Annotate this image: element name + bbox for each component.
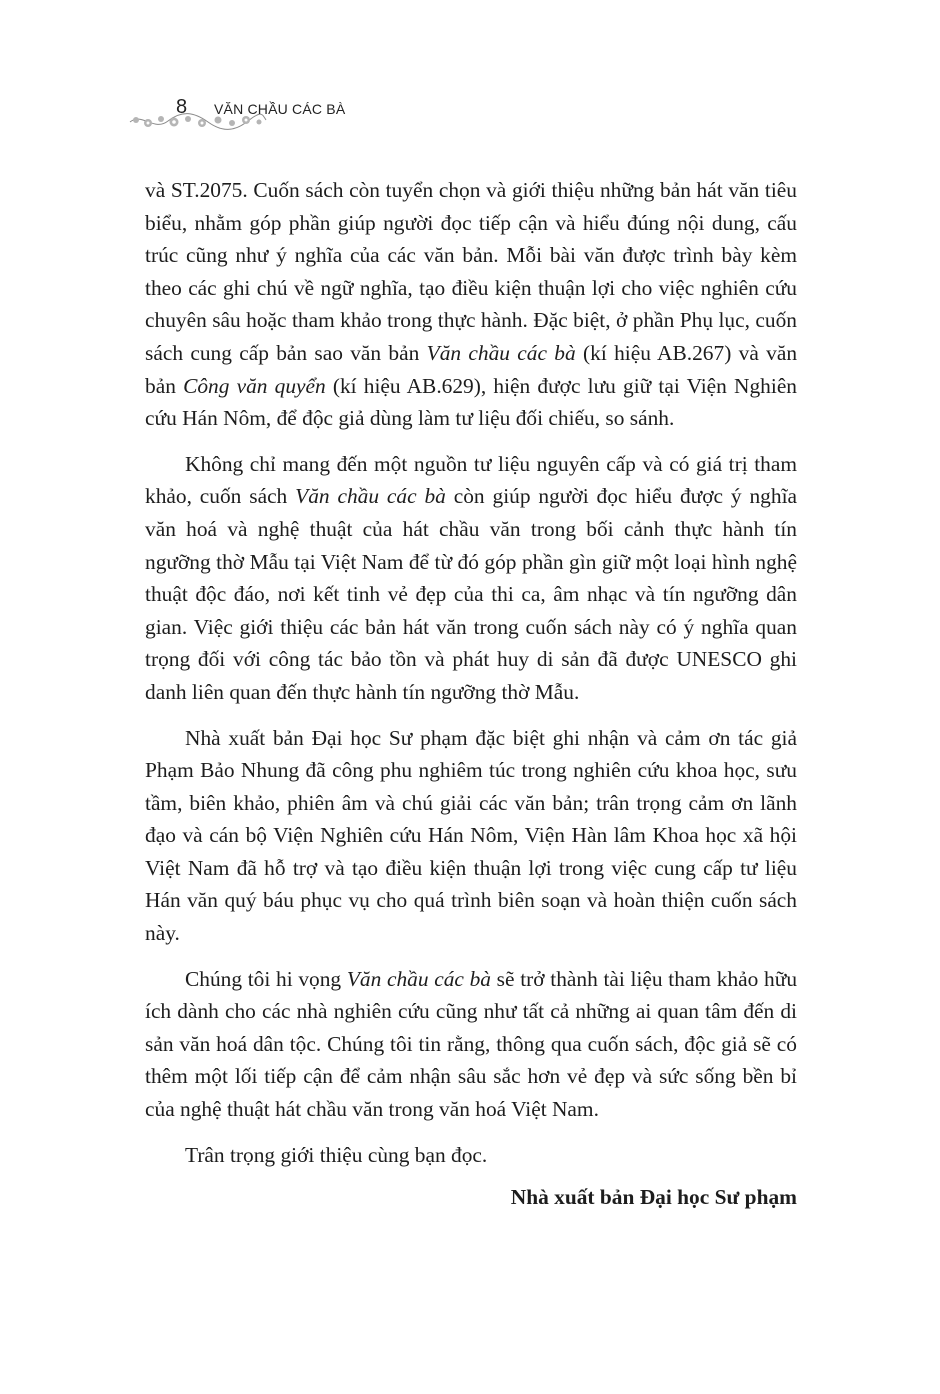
page-number: 8 xyxy=(176,96,188,118)
book-title-italic: Văn chầu các bà xyxy=(346,966,491,991)
running-title: VĂN CHẦU CÁC BÀ xyxy=(214,101,346,117)
text-span: (kí hiệu AB.267) và văn bản xyxy=(145,340,798,398)
text-span: và ST.2075. Cuốn sách còn tuyển chọn và giới thiệu những bản hát văn tiêu biểu, nhằm góp phần giúp người đọc tiếp cận và hiểu đúng nội dung, cấu trúc cũng như ý nghĩa của các văn bản. Mỗi bài văn được trình bày kèm theo các ghi chú về ngữ nghĩa, tạo điều kiện thuận lợi cho việc nghiên cứu chuyên sâu hoặc tham khảo trong thực hành. Đặc biệt, ở phần Phụ lục, cuốn sách cung cấp bản sao văn bản xyxy=(145,178,797,365)
paragraph-4 xyxy=(145,963,797,1126)
paragraph-5: Trân trọng giới thiệu cùng bạn đọc. xyxy=(185,1142,488,1167)
running-header xyxy=(128,96,408,136)
text-span: (kí hiệu AB.629), hiện được lưu giữ tại Viện Nghiên cứu Hán Nôm, để độc giả dùng làm tư liệu đối chiếu, so sánh. xyxy=(145,373,798,431)
paragraph-3: Nhà xuất bản Đại học Sư phạm đặc biệt ghi nhận và cảm ơn tác giả Phạm Bảo Nhung đã công phu nghiêm túc trong nghiên cứu khoa học, sưu tầm, biên khảo, phiên âm và chú giải các văn bản; trân trọng cảm ơn lãnh đạo và cán bộ Viện Nghiên cứu Hán Nôm, Viện Hàn lâm Khoa học xã hội Việt Nam đã hỗ trợ và tạo điều kiện thuận lợi trong việc cung cấp tư liệu Hán văn quý báu phục vụ cho quá trình biên soạn và hoàn thiện cuốn sách này. xyxy=(145,725,797,946)
body-text xyxy=(145,174,797,1214)
text-span: sẽ trở thành tài liệu tham khảo hữu ích dành cho các nhà nghiên cứu cũng như tất cả những ai quan tâm đến di sản văn hoá dân tộc. Chúng tôi tin rằng, thông qua cuốn sách, độc giả sẽ có thêm một lối tiếp cận để cảm nhận sâu sắc hơn vẻ đẹp và sức sống bền bỉ của nghệ thuật hát chầu văn trong văn hoá Việt Nam. xyxy=(145,966,798,1122)
text-span: Chúng tôi hi vọng xyxy=(185,966,347,991)
publisher-signature: Nhà xuất bản Đại học Sư phạm xyxy=(510,1185,797,1210)
paragraph-2 xyxy=(145,448,797,709)
text-span: còn giúp người đọc hiểu được ý nghĩa văn hoá và nghệ thuật của hát chầu văn trong bối cảnh thực hành tín ngưỡng thờ Mẫu tại Việt Nam để từ đó góp phần gìn giữ một loại hình nghệ thuật độc đáo, nơi kết tinh vẻ đẹp của thi ca, âm nhạc và tín ngưỡng dân gian. Việc giới thiệu các bản hát văn trong cuốn sách này có ý nghĩa quan trọng đối với công tác bảo tồn và phát huy di sản đã được UNESCO ghi danh liên quan đến thực hành tín ngưỡng thờ Mẫu. xyxy=(145,484,798,704)
book-title-italic: Công văn quyển xyxy=(183,373,326,398)
paragraph-1 xyxy=(145,174,797,435)
book-title-italic: Văn chầu các bà xyxy=(295,484,446,509)
text-span: Không chỉ mang đến một nguồn tư liệu nguyên cấp và có giá trị tham khảo, cuốn sách xyxy=(145,451,797,509)
book-title-italic: Văn chầu các bà xyxy=(426,340,576,365)
